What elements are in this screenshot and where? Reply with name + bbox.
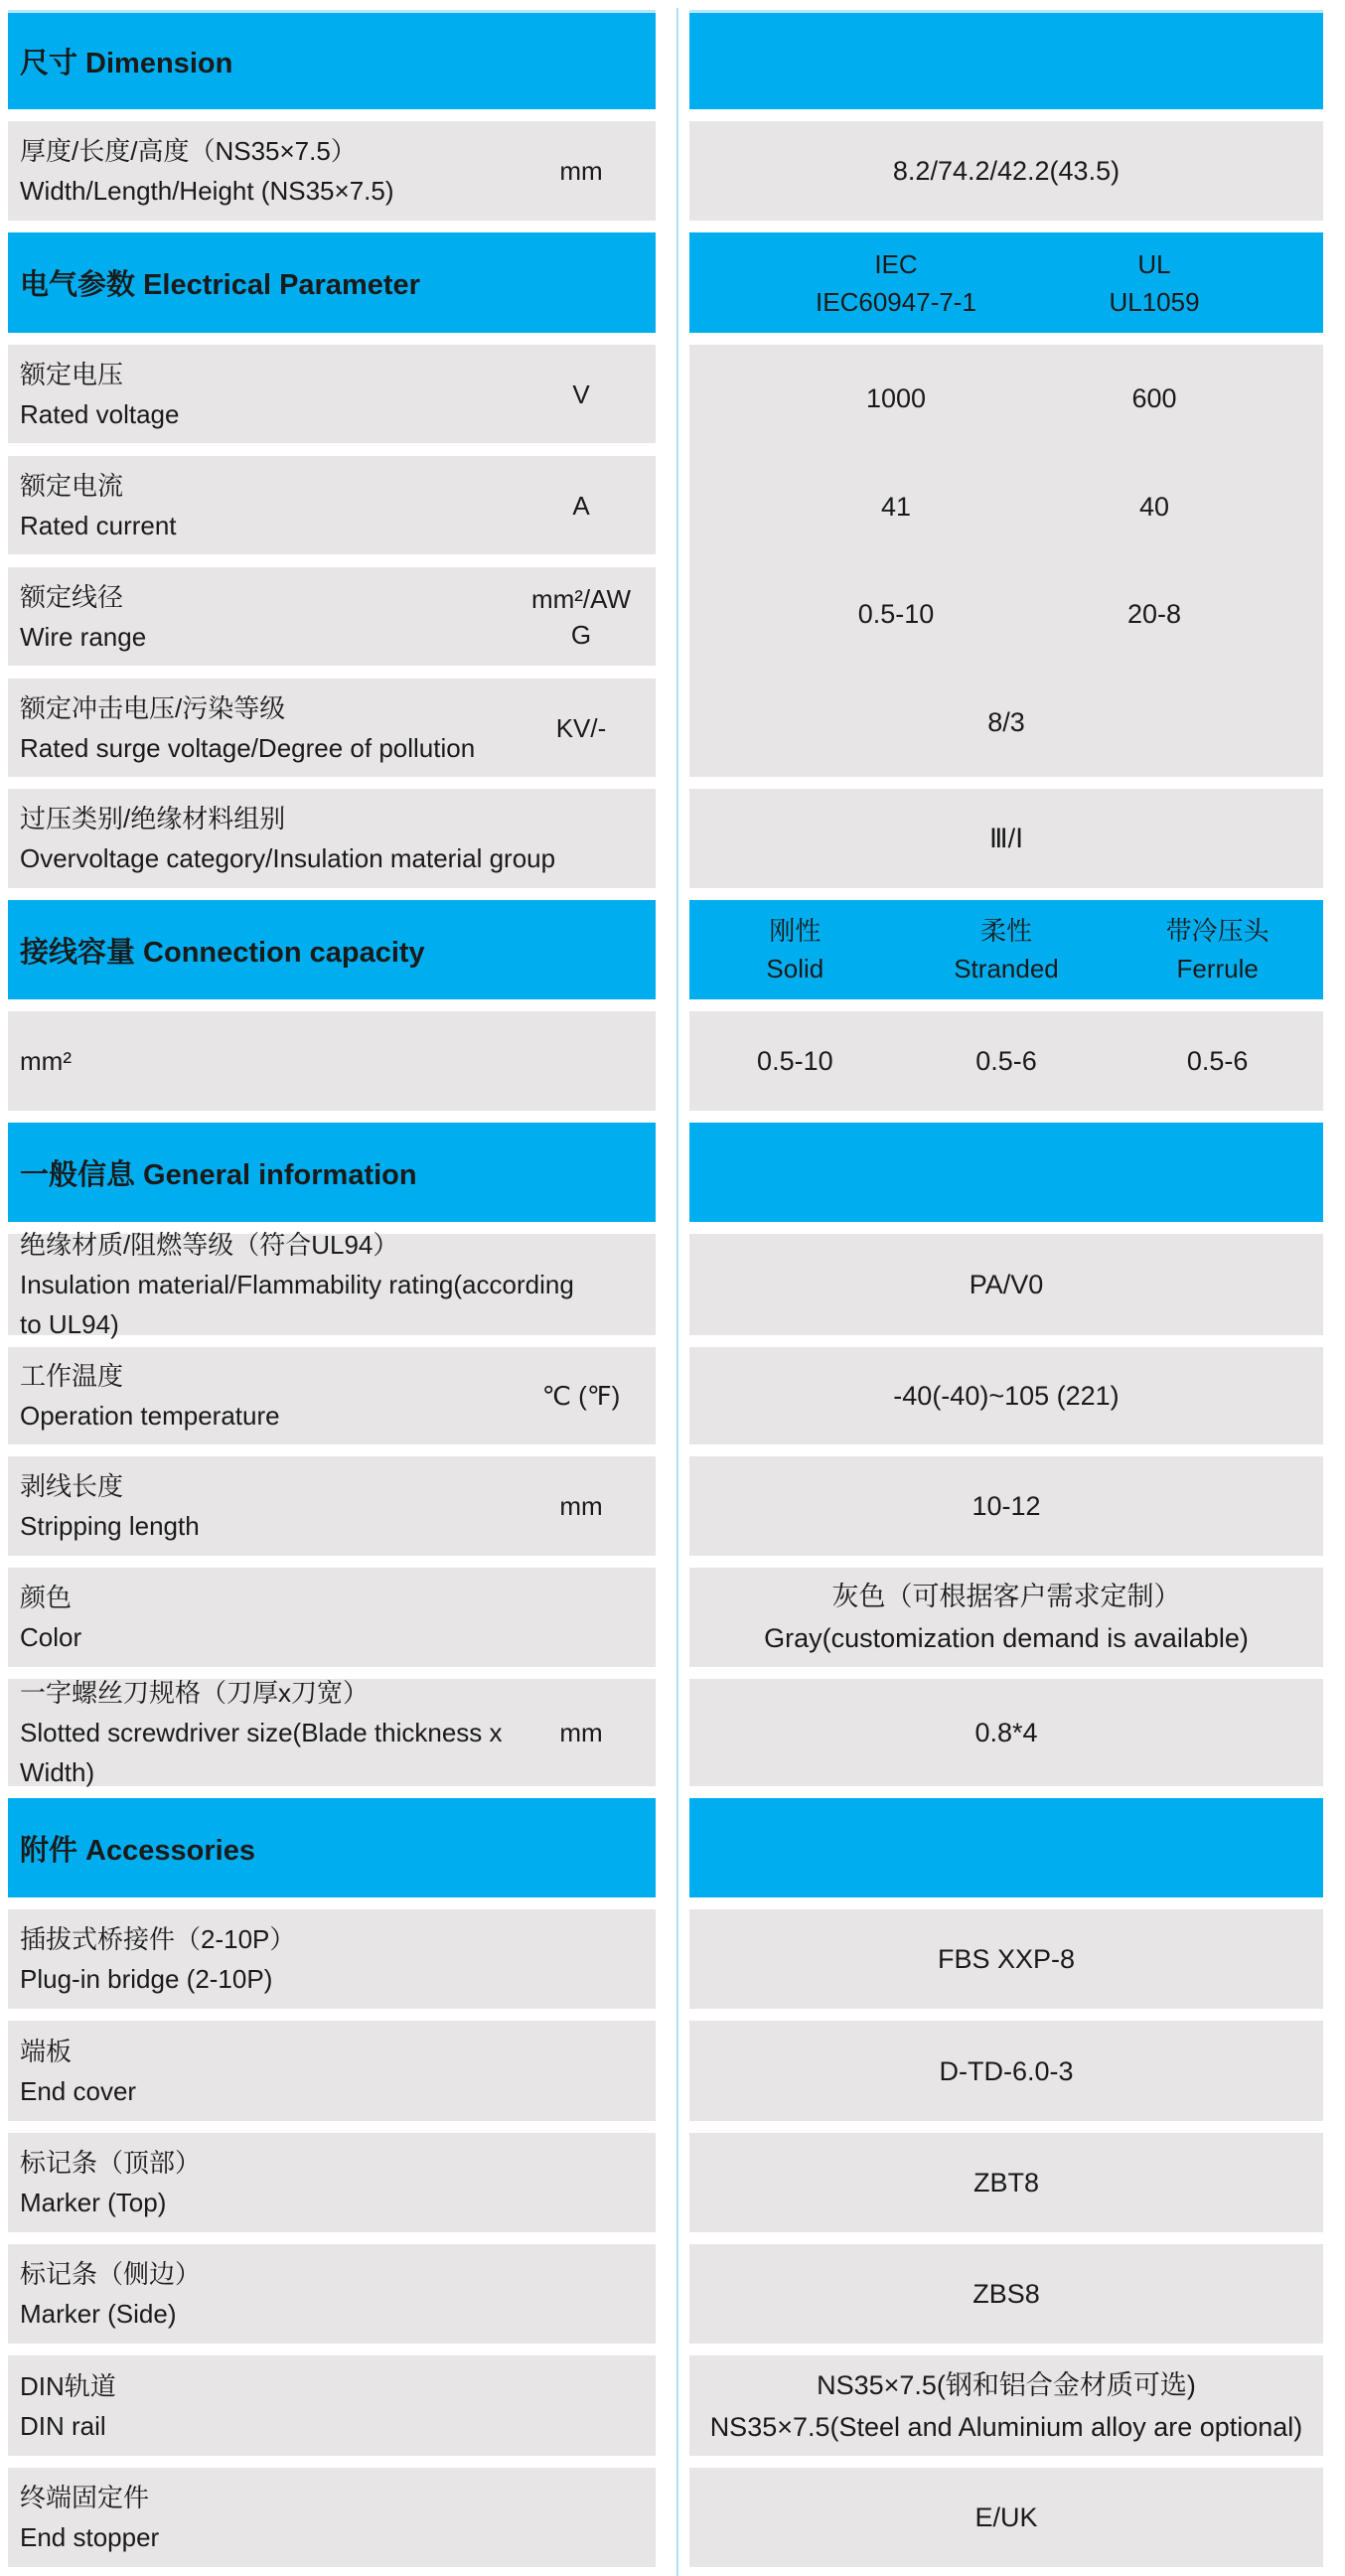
row-bridge-value: FBS XXP-8 xyxy=(937,1944,1076,1974)
column-header-solid-zh: 刚性 xyxy=(769,916,822,946)
row-stripping-unit: mm xyxy=(559,1491,603,1521)
row-screwdriver-label-en: Slotted screwdriver size(Blade thickness x Width) xyxy=(20,1718,503,1787)
row-overvoltage-label-zh: 过压类别/绝缘材料组别 xyxy=(20,804,286,833)
row-din-rail-value-zh: NS35×7.5(钢和铝合金材质可选) xyxy=(817,2369,1196,2400)
row-temperature-label-zh: 工作温度 xyxy=(20,1361,124,1391)
row-end-stopper-value-cell xyxy=(689,2468,1323,2567)
row-stripping-label-cell xyxy=(8,1456,656,1556)
row-screwdriver-value-cell xyxy=(689,1679,1323,1786)
row-wire-label-zh: 额定线径 xyxy=(20,581,124,612)
row-overvoltage-value-cell xyxy=(689,789,1323,888)
column-header-ferrule-zh: 带冷压头 xyxy=(1165,916,1270,946)
section-header-connection-columns xyxy=(689,900,1323,999)
row-marker-side-value-cell xyxy=(689,2244,1323,2344)
row-capacity-values xyxy=(689,1011,1323,1111)
row-temperature-unit-cell xyxy=(507,1347,656,1444)
row-bridge-value-cell xyxy=(689,1909,1323,2009)
row-surge-unit-cell xyxy=(507,679,656,777)
row-current-names xyxy=(8,456,507,554)
row-current-unit-cell xyxy=(507,456,656,554)
section-header-dimension-right xyxy=(689,10,1323,109)
row-marker-side-names xyxy=(8,2244,656,2344)
row-surge-unit: KV/- xyxy=(555,712,607,743)
section-header-electrical xyxy=(8,232,656,333)
row-marker-top-value-cell xyxy=(689,2133,1323,2232)
row-end-stopper-label-zh: 终端固定件 xyxy=(20,2483,150,2512)
column-header-stranded-zh: 柔性 xyxy=(979,916,1032,946)
row-overvoltage-label-en: Overvoltage category/Insulation material group xyxy=(20,843,556,873)
row-bridge-names xyxy=(8,1909,656,2009)
row-surge-names xyxy=(8,679,507,777)
column-header-ul xyxy=(1109,245,1199,321)
row-stripping-label-en: Stripping length xyxy=(20,1511,200,1541)
row-insulation-label-zh: 绝缘材质/阻燃等级（符合UL94） xyxy=(20,1230,399,1260)
column-header-iec xyxy=(816,245,976,321)
row-marker-side-label-en: Marker (Side) xyxy=(20,2299,177,2329)
row-insulation-value: PA/V0 xyxy=(969,1270,1044,1299)
row-temperature-unit: ℃ (℉) xyxy=(541,1381,621,1411)
row-endcover-label-en: End cover xyxy=(20,2075,137,2106)
row-screwdriver-unit-cell xyxy=(507,1679,656,1786)
section-title-connection: 接线容量 Connection capacity xyxy=(20,936,425,969)
row-marker-top-label-zh: 标记条（顶部） xyxy=(20,2148,202,2178)
row-din-rail-label-en: DIN rail xyxy=(20,2410,106,2441)
row-wire-unit-cell xyxy=(507,567,656,666)
row-insulation-label-en: Insulation material/Flammability rating(according to UL94) xyxy=(20,1270,574,1339)
column-header-stranded xyxy=(954,912,1059,987)
row-color-value-en: Gray(customization demand is available) xyxy=(764,1623,1249,1653)
row-stripping-names xyxy=(8,1456,507,1556)
row-marker-side-label-zh: 标记条（侧边） xyxy=(20,2259,202,2289)
row-color-value-cell xyxy=(689,1568,1323,1667)
row-din-rail-label-cell xyxy=(8,2355,656,2456)
row-insulation-label-cell xyxy=(8,1230,656,1339)
row-screwdriver-label-cell xyxy=(8,1679,656,1786)
row-bridge-label-en: Plug-in bridge (2-10P) xyxy=(20,1964,273,1994)
section-title-accessories: 附件 Accessories xyxy=(20,1834,255,1867)
row-voltage-names xyxy=(8,345,507,443)
column-header-ferrule xyxy=(1166,912,1270,987)
row-screwdriver-names xyxy=(8,1679,507,1786)
row-din-rail-label-zh: DIN轨道 xyxy=(20,2370,116,2401)
column-header-stranded-en: Stranded xyxy=(954,954,1059,984)
row-wire-names xyxy=(8,567,507,666)
row-marker-top-value: ZBT8 xyxy=(972,2168,1039,2197)
section-header-general xyxy=(8,1123,656,1222)
row-size-unit-cell xyxy=(507,121,656,221)
row-current-label-en: Rated current xyxy=(20,510,177,540)
row-endcover-value-cell xyxy=(689,2021,1323,2121)
row-marker-top-names xyxy=(8,2133,656,2232)
row-bridge-label-zh: 插拔式桥接件（2-10P） xyxy=(20,1924,296,1954)
row-end-stopper-names xyxy=(8,2468,656,2567)
row-voltage-value-iec: 1000 xyxy=(865,382,927,413)
row-size-value: 8.2/74.2/42.2(43.5) xyxy=(892,156,1121,186)
row-current-label-zh: 额定电流 xyxy=(20,470,124,501)
row-capacity-value-ferrule: 0.5-6 xyxy=(1186,1045,1249,1076)
row-stripping-value-cell xyxy=(689,1456,1323,1556)
row-wire-value-ul: 20-8 xyxy=(1126,599,1182,630)
row-end-stopper-label-en: End stopper xyxy=(20,2522,160,2552)
section-header-general-right xyxy=(689,1123,1323,1222)
row-temperature-value-cell xyxy=(689,1347,1323,1444)
row-color-label-en: Color xyxy=(20,1622,82,1652)
row-voltage-unit: V xyxy=(572,379,590,409)
row-current-values xyxy=(689,453,1323,561)
row-overvoltage-label-cell xyxy=(8,789,656,888)
row-endcover-label-cell xyxy=(8,2021,656,2121)
row-voltage-label-cell xyxy=(8,345,656,443)
row-wire-value-iec: 0.5-10 xyxy=(857,599,935,630)
section-title-dimension: 尺寸 Dimension xyxy=(20,48,233,79)
row-end-stopper-value: E/UK xyxy=(974,2502,1038,2532)
row-temperature-value: -40(-40)~105 (221) xyxy=(893,1381,1120,1411)
row-din-rail-names xyxy=(8,2355,656,2456)
row-capacity-label: mm² xyxy=(20,1046,72,1076)
electrical-group-values xyxy=(689,345,1323,777)
row-din-rail-value-en: NS35×7.5(Steel and Aluminium alloy are optional) xyxy=(709,2411,1303,2442)
row-endcover-label-zh: 端板 xyxy=(20,2036,73,2066)
row-temperature-label-en: Operation temperature xyxy=(20,1401,280,1431)
row-endcover-value: D-TD-6.0-3 xyxy=(939,2055,1074,2086)
row-voltage-label-zh: 额定电压 xyxy=(20,359,124,389)
row-marker-side-value: ZBS8 xyxy=(972,2279,1040,2309)
section-header-electrical-columns xyxy=(689,232,1323,333)
row-marker-top-label-cell xyxy=(8,2133,656,2232)
row-endcover-names xyxy=(8,2021,656,2121)
row-marker-side-label-cell xyxy=(8,2244,656,2344)
column-divider-line xyxy=(676,8,678,2576)
row-stripping-value: 10-12 xyxy=(971,1491,1041,1521)
row-screwdriver-unit: mm xyxy=(559,1718,603,1747)
row-wire-label-en: Wire range xyxy=(20,621,147,652)
row-wire-values xyxy=(689,561,1323,670)
row-color-label-cell xyxy=(8,1568,656,1667)
column-header-solid-en: Solid xyxy=(766,954,824,984)
row-size-label-zh: 厚度/长度/高度（NS35×7.5） xyxy=(20,136,357,166)
row-insulation-names xyxy=(8,1230,656,1339)
row-wire-label-cell xyxy=(8,567,656,666)
row-screwdriver-label-zh: 一字螺丝刀规格（刀厚x刀宽） xyxy=(20,1678,370,1708)
row-surge-label-zh: 额定冲击电压/污染等级 xyxy=(20,692,286,723)
row-size-label-cell xyxy=(8,121,656,221)
row-current-value-iec: 41 xyxy=(880,491,912,522)
row-voltage-label-en: Rated voltage xyxy=(20,398,180,429)
row-surge-label-cell xyxy=(8,679,656,777)
row-wire-unit: mm²/AWG xyxy=(530,583,632,650)
row-capacity-names xyxy=(8,1011,656,1111)
row-current-unit: A xyxy=(572,490,590,521)
row-size-value-cell xyxy=(689,121,1323,221)
row-overvoltage-names xyxy=(8,789,656,888)
row-current-label-cell xyxy=(8,456,656,554)
row-voltage-value-ul: 600 xyxy=(1131,382,1177,413)
row-voltage-values xyxy=(689,345,1323,453)
row-capacity-value-stranded: 0.5-6 xyxy=(975,1045,1037,1076)
row-insulation-value-cell xyxy=(689,1234,1323,1335)
row-surge-value: 8/3 xyxy=(987,707,1025,738)
column-header-ferrule-en: Ferrule xyxy=(1176,954,1259,984)
row-din-rail-value-cell xyxy=(689,2355,1323,2456)
row-temperature-names xyxy=(8,1347,507,1444)
row-end-stopper-label-cell xyxy=(8,2468,656,2567)
column-header-iec-name: IEC xyxy=(874,248,918,279)
row-color-label-zh: 颜色 xyxy=(20,1583,73,1612)
column-header-ul-name: UL xyxy=(1137,248,1171,279)
column-header-ul-standard: UL1059 xyxy=(1109,286,1200,317)
section-title-general: 一般信息 General information xyxy=(20,1158,417,1191)
row-current-value-ul: 40 xyxy=(1138,491,1170,522)
column-header-iec-standard: IEC60947-7-1 xyxy=(816,286,976,317)
section-header-accessories-right xyxy=(689,1798,1323,1897)
section-title-electrical: 电气参数 Electrical Parameter xyxy=(20,269,420,301)
row-overvoltage-value: Ⅲ/Ⅰ xyxy=(988,824,1024,853)
row-screwdriver-value: 0.8*4 xyxy=(974,1718,1038,1747)
row-voltage-unit-cell xyxy=(507,345,656,443)
electrical-group-labels xyxy=(8,345,656,777)
section-header-connection xyxy=(8,900,656,999)
section-header-accessories xyxy=(8,1798,656,1897)
row-capacity-value-solid: 0.5-10 xyxy=(757,1045,833,1076)
row-size-label-en: Width/Length/Height (NS35×7.5) xyxy=(20,176,394,206)
row-stripping-label-zh: 剥线长度 xyxy=(20,1471,124,1501)
column-header-solid xyxy=(766,912,823,987)
row-marker-top-label-en: Marker (Top) xyxy=(20,2188,167,2217)
row-size-names xyxy=(8,121,507,221)
row-capacity-label-cell xyxy=(8,1011,656,1111)
row-surge-label-en: Rated surge voltage/Degree of pollution xyxy=(20,732,476,763)
row-surge-value-cell xyxy=(689,669,1323,777)
row-temperature-label-cell xyxy=(8,1347,656,1444)
row-stripping-unit-cell xyxy=(507,1456,656,1556)
row-color-names xyxy=(8,1568,656,1667)
row-color-value-zh: 灰色（可根据客户需求定制） xyxy=(831,1582,1181,1611)
row-bridge-label-cell xyxy=(8,1909,656,2009)
row-size-unit: mm xyxy=(559,156,603,186)
section-header-dimension xyxy=(8,10,656,109)
